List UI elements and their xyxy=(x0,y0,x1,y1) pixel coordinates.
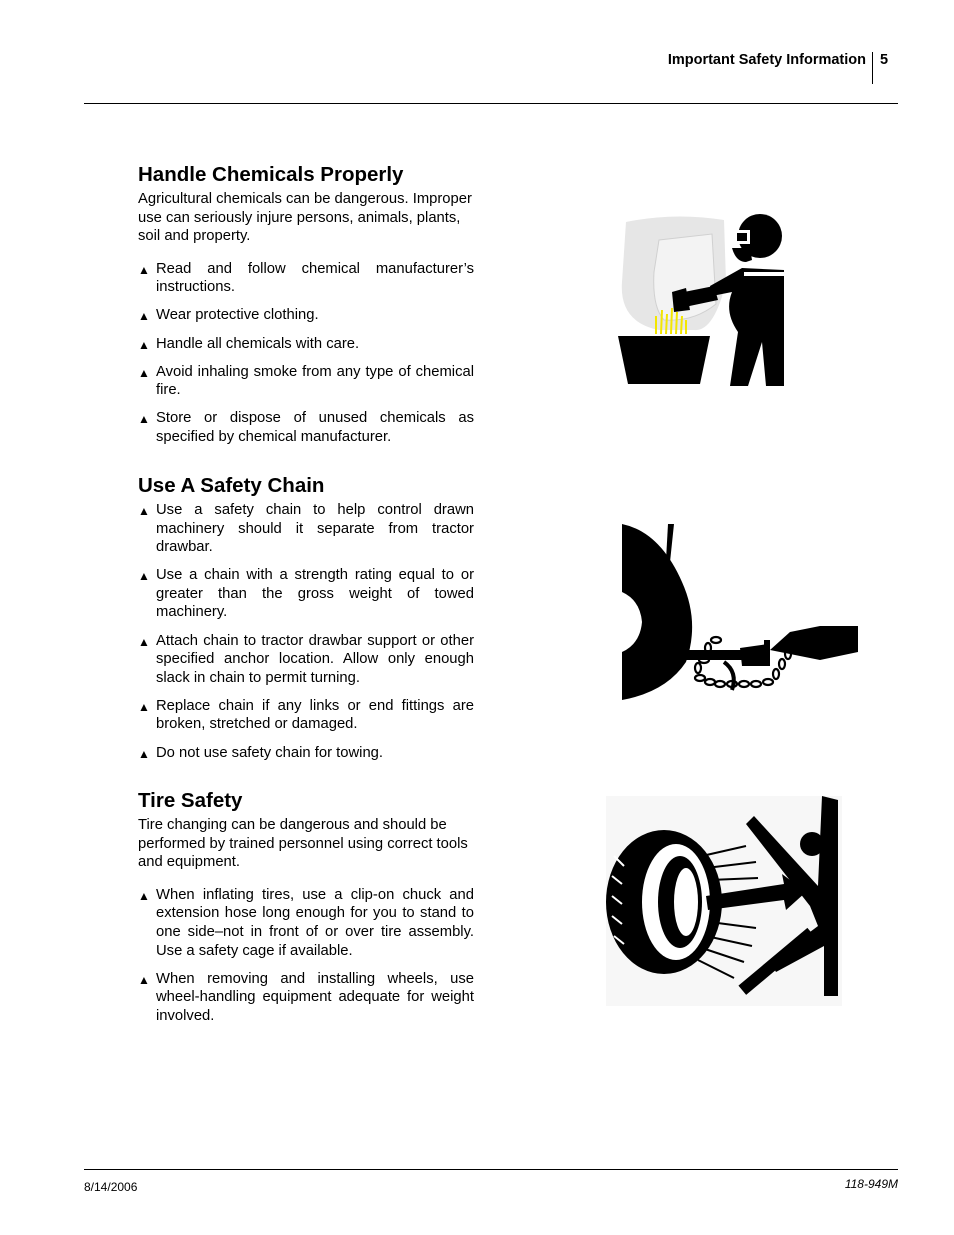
footer-date: 8/14/2006 xyxy=(84,1180,138,1194)
tire-explosion-illustration xyxy=(606,796,842,1006)
top-rule xyxy=(84,103,898,104)
bullet-list xyxy=(138,260,474,447)
bullet-item xyxy=(138,363,474,400)
safety-chain-illustration xyxy=(620,522,860,702)
bullet-text: Use a chain with a strength rating equal to or greater than the gross weight of towed machinery. xyxy=(156,567,474,621)
bullet-item xyxy=(138,886,474,960)
section-title: Handle Chemicals Properly xyxy=(138,163,404,186)
triangle-bullet-icon: ▲ xyxy=(138,365,150,380)
section-safety-chain xyxy=(138,474,474,772)
triangle-bullet-icon: ▲ xyxy=(138,569,150,584)
section-handle-chemicals xyxy=(138,163,474,456)
bullet-text: When removing and installing wheels, use wheel-handling equipment adequate for weight involved. xyxy=(156,970,474,1024)
bullet-text: Attach chain to tractor drawbar support or other specified anchor location. Allow only enough slack in chain to permit turning. xyxy=(156,632,474,686)
bullet-text: Handle all chemicals with care. xyxy=(156,335,360,352)
person-body xyxy=(710,268,784,386)
page-header-title: Important Safety Information xyxy=(667,52,866,68)
bullet-item xyxy=(138,566,474,622)
section-intro: Tire changing can be dangerous and should be performed by trained personnel using correct tools and equipment. xyxy=(138,817,468,871)
bottom-rule xyxy=(84,1169,898,1170)
bullet-item xyxy=(138,744,474,763)
page-number: 5 xyxy=(880,52,889,68)
triangle-bullet-icon: ▲ xyxy=(138,888,150,903)
bullet-item xyxy=(138,409,474,446)
triangle-bullet-icon: ▲ xyxy=(138,634,150,649)
bullet-text: Use a safety chain to help control drawn machinery should it separate from tractor drawbar. xyxy=(156,502,474,556)
bullet-text: Avoid inhaling smoke from any type of chemical fire. xyxy=(156,363,474,399)
bullet-item xyxy=(138,632,474,688)
triangle-bullet-icon: ▲ xyxy=(138,337,150,352)
chemical-container xyxy=(618,336,710,384)
triangle-bullet-icon: ▲ xyxy=(138,412,150,427)
implement-tongue xyxy=(770,626,858,660)
triangle-bullet-icon: ▲ xyxy=(138,746,150,761)
bullet-item xyxy=(138,335,474,354)
bullet-text: Do not use safety chain for towing. xyxy=(156,744,384,761)
triangle-bullet-icon: ▲ xyxy=(138,504,150,518)
section-title: Use A Safety Chain xyxy=(138,474,325,497)
bullet-text: Wear protective clothing. xyxy=(156,307,319,324)
bullet-text: Replace chain if any links or end fittings are broken, stretched or damaged. xyxy=(156,697,474,733)
header-separator xyxy=(872,52,873,84)
document-number: 118-949M xyxy=(844,1177,898,1191)
section-tire-safety xyxy=(138,789,474,1035)
bullet-item xyxy=(138,501,474,557)
section-intro: Agricultural chemicals can be dangerous. Improper use can seriously injure persons, animals, plants, soil and property. xyxy=(138,191,472,245)
bullet-list xyxy=(138,886,474,1026)
section-title: Tire Safety xyxy=(138,789,243,812)
bullet-list xyxy=(138,501,474,762)
bullet-item xyxy=(138,970,474,1026)
bullet-text: Read and follow chemical manufacturer’s instructions. xyxy=(156,260,474,296)
drawbar xyxy=(680,650,750,660)
bullet-text: When inflating tires, use a clip-on chuck and extension hose long enough for you to stand to one side–not in front of or over tire assembly. Use a safety cage if available. xyxy=(156,886,474,959)
bullet-item xyxy=(138,306,474,325)
chemical-handling-illustration xyxy=(614,212,790,390)
triangle-bullet-icon: ▲ xyxy=(138,972,150,987)
bullet-item xyxy=(138,697,474,734)
bullet-text: Store or dispose of unused chemicals as specified by chemical manufacturer. xyxy=(156,410,474,445)
triangle-bullet-icon: ▲ xyxy=(138,309,150,324)
triangle-bullet-icon: ▲ xyxy=(138,262,150,277)
triangle-bullet-icon: ▲ xyxy=(138,699,150,714)
bullet-item xyxy=(138,260,474,297)
